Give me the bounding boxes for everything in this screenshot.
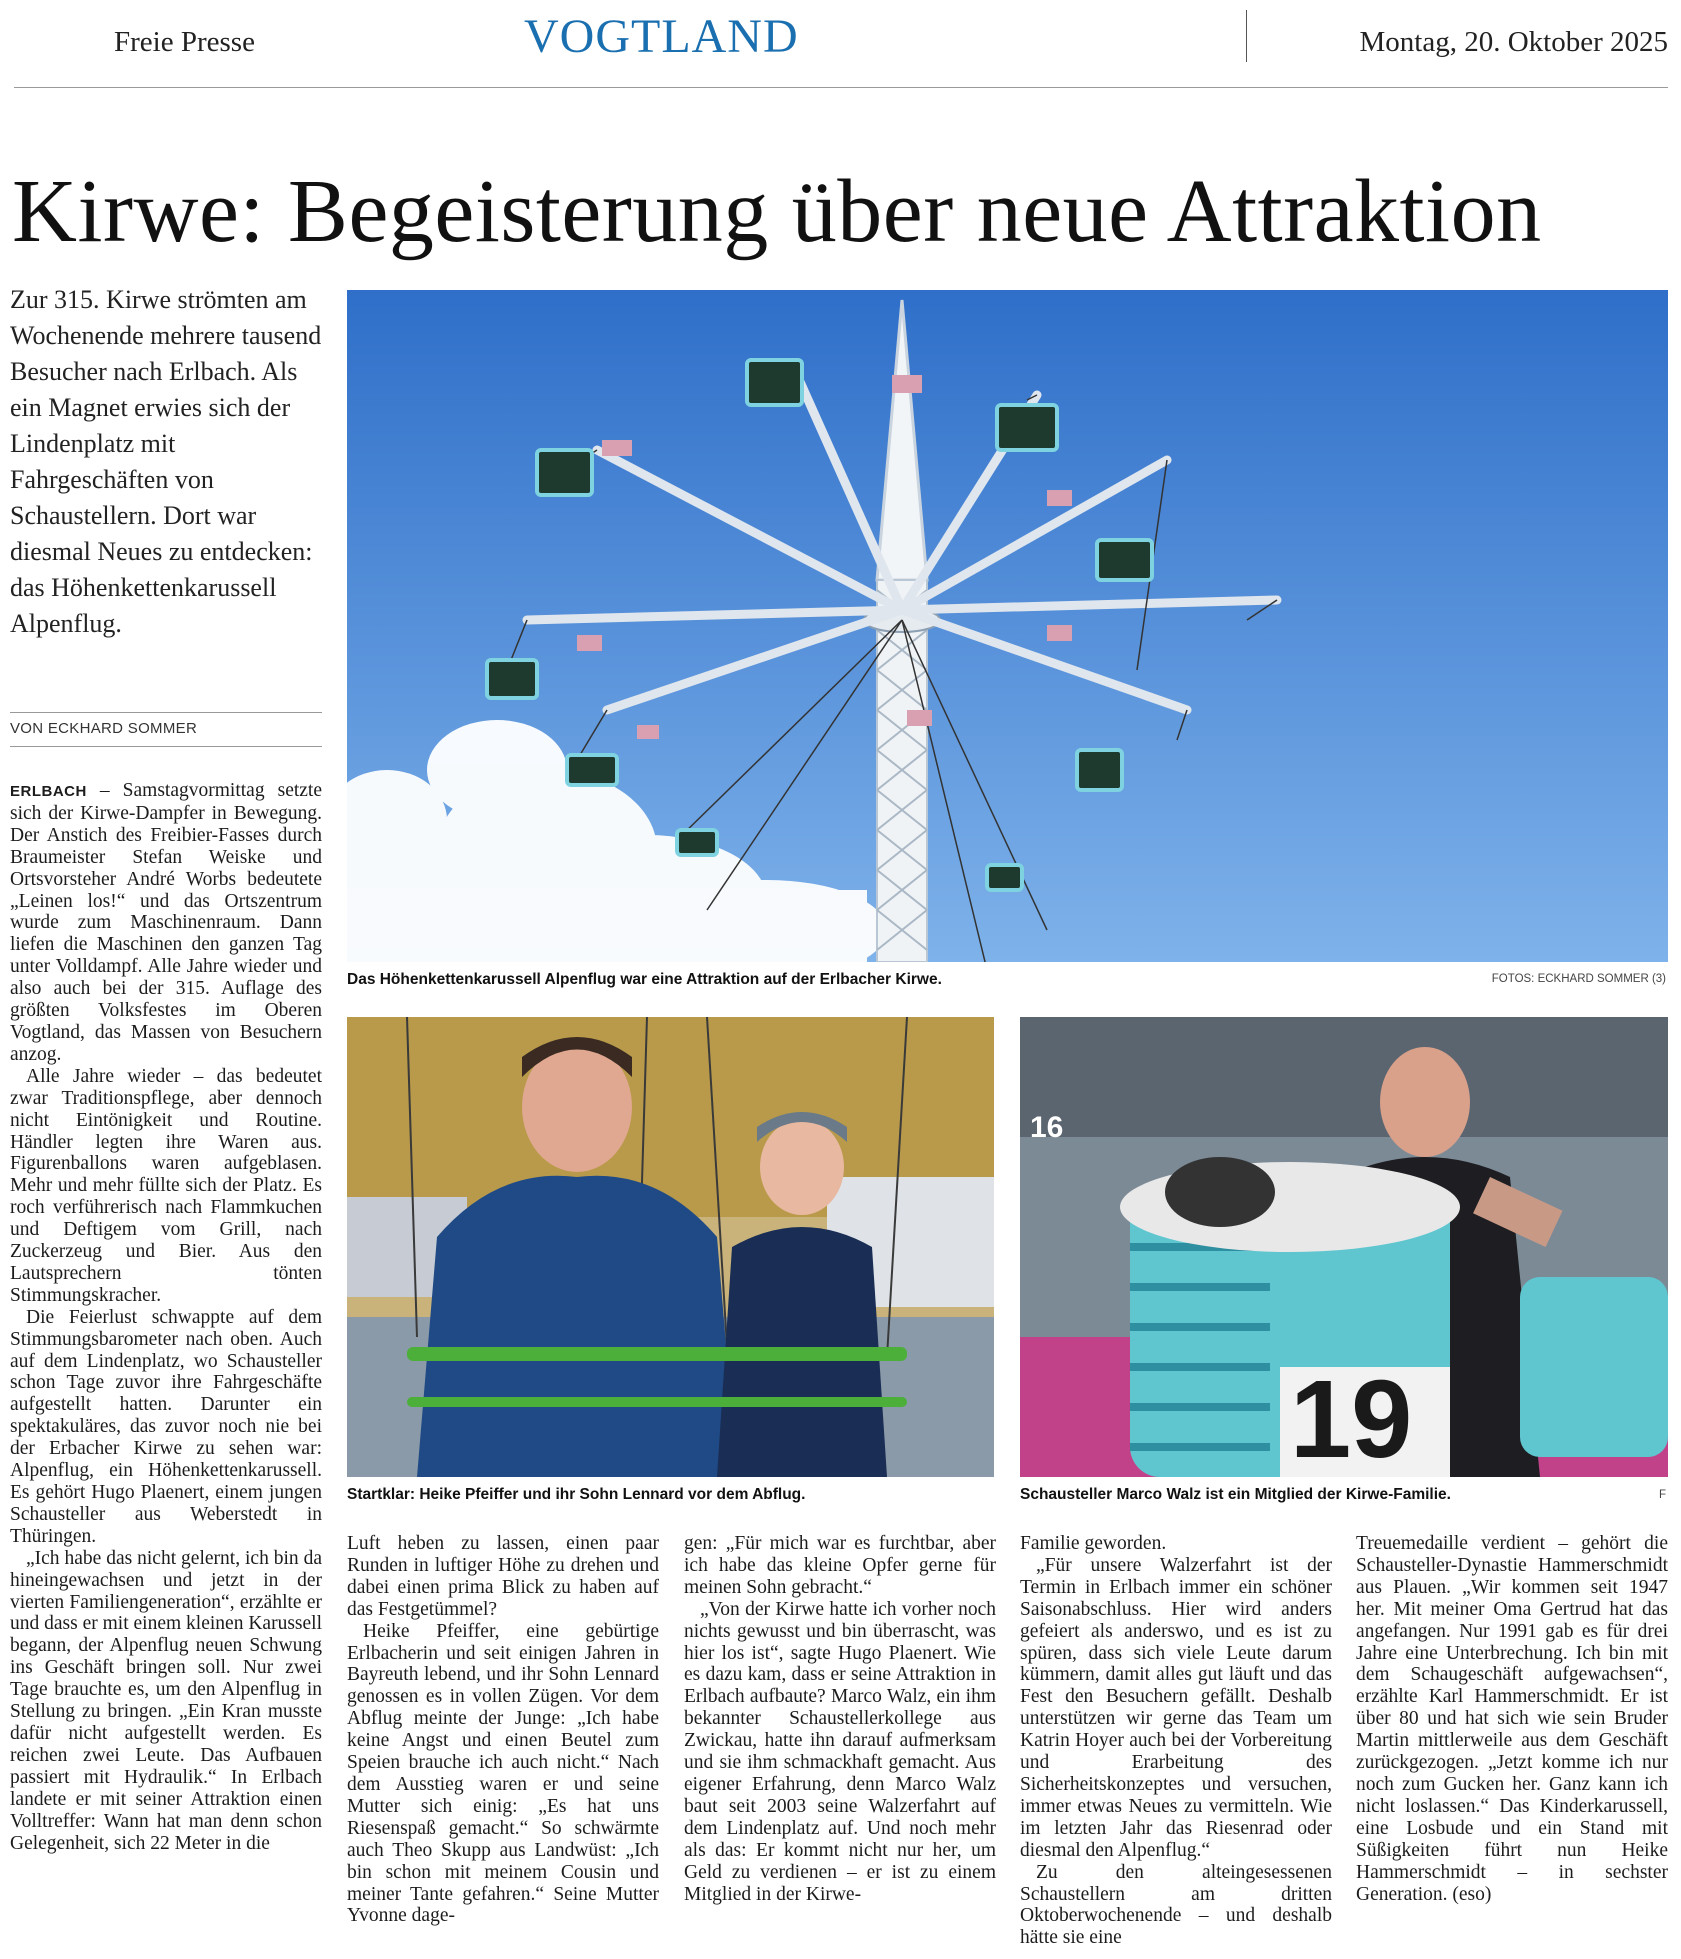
right-photo-credit: F: [1658, 1489, 1666, 1501]
article-column-5: [1356, 1533, 1668, 1905]
article-paragraph: Die Feierlust schwappte auf dem Stimmungsbarometer nach oben. Auch auf dem Lindenplatz, wo Schausteller schon Tage zuvor ihre Fahrgeschäfte aufgestellt hatten. Darunter ein spektakuläres, das zuvor noch nie bei der Erbacher Kirwe zu sehen war: Alpenflug, ein Höhenkettenkarussell. Es gehört Hugo Plaenert, einem jungen Schausteller aus Weberstedt in Thüringen.: [10, 1306, 322, 1547]
masthead-divider: [1246, 10, 1247, 62]
article-column-2: [347, 1533, 659, 1927]
teaser: Zur 315. Kirwe strömten am Wochenende mehrere tausend Besucher nach Erlbach. Als ein Magnet erwies sich der Lindenplatz mit Fahrgeschäften von Schaustellern. Dort war diesmal Neues zu entdecken: das Höhenkettenkarussell Alpenflug.: [10, 285, 322, 638]
byline-rule-bottom: [10, 746, 322, 747]
right-photo-caption: Schausteller Marco Walz ist ein Mitglied der Kirwe-Familie.: [1020, 1486, 1451, 1503]
article-paragraph: Alle Jahre wieder – das bedeutet zwar Traditionspflege, aber dennoch nicht Eintönigkeit und Routine. Händler legten ihre Waren aus. Figurenballons waren aufgeblasen. Mehr und mehr füllte sich der Platz. Es roch verführerisch nach Flammkuchen und Deftigem vom Grill, nach Zuckerzeug und Bier. Aus den Lautsprechern tönten Stimmungskracher.: [10, 1065, 322, 1306]
photo-marco-walz: [1020, 1017, 1668, 1477]
article-paragraph: Zu den alteingesessenen Schaustellern am dritten Oktoberwochenende – und deshalb hätte sie eine: [1020, 1861, 1332, 1949]
article-paragraph: Luft heben zu lassen, einen paar Runden in luftiger Höhe zu drehen und dabei einen prima Blick zu haben auf das Festgetümmel?: [347, 1533, 659, 1620]
byline-rule-top: [10, 712, 322, 713]
article-paragraph: „Ich habe das nicht gelernt, ich bin da hineingewachsen und jetzt in der vierten Familiengeneration“, erzählte er und dass er mit einem kleinen Karussell begann, der Alpenflug neuen Schwung ins Geschäft bringen soll. Nur zwei Tage brauchte es, um den Alpenflug in Stellung zu bringen. „Ein Kran musste dafür nicht aufgestellt werden. Es reichen zwei Leute. Das Aufbauen passiert mit Hydraulik.“ In Erlbach landete er mit seiner Attraktion einen Volltreffer: Wann hat man denn schon Gelegenheit, sich 22 Meter in die: [10, 1547, 322, 1854]
person-face: [1380, 1047, 1470, 1157]
main-photo-caption: Das Höhenkettenkarussell Alpenflug war eine Attraktion auf der Erlbacher Kirwe.: [347, 971, 942, 988]
masthead: [14, 0, 1668, 88]
article-paragraph: Treuemedaille verdient – gehört die Schausteller-Dynastie Hammerschmidt aus Plauen. „Wir kommen seit 1947 her. Mit meiner Oma Gertrud hat das angefangen. Nur 1991 gab es für drei Jahre eine Unterbrechung. Ich bin mit dem Schaugeschäft aufgewachsen“, erzählte Karl Hammerschmidt. Er ist über 80 und hat sich wie sein Bruder Martin mittlerweile aus dem Geschäft zurückgezogen. „Jetzt komme ich nur noch zum Gucken her. Ganz kann ich nicht loslassen.“ Das Kinderkarussell, eine Losbude und ein Stand mit Süßigkeiten führt nun Heike Hammerschmidt – in sechster Generation. (eso): [1356, 1533, 1668, 1905]
article-paragraph: „Für unsere Walzerfahrt ist der Termin in Erlbach immer ein schöner Saisonabschluss. Hier wird anders gefeiert als anderswo, und es ist zu spüren, dass sich viele Leute darum kümmern, damit alles gut läuft und das Fest den Besuchern gefällt. Deshalb unterstützen wir gerne das Team um Katrin Hoyer auch bei der Vorbereitung und Erarbeitung des Sicherheitskonzeptes und versuchen, immer etwas Neues zu vermitteln. Wie im letzten Jahr das Riesenrad oder diesmal den Alpenflug.“: [1020, 1554, 1332, 1861]
swing-ride-illustration: [347, 290, 1668, 962]
publication-name: Freie Presse: [114, 26, 255, 58]
article-paragraph: Heike Pfeiffer, eine gebürtige Erlbacherin und seit einigen Jahren in Bayreuth lebend, und ihr Sohn Lennard genossen es in vollen Zügen. Vor dem Abflug meinte der Junge: „Ich habe keine Angst und einen Beutel zum Speien brauche ich auch nicht.“ Nach dem Ausstieg waren er und seine Mutter sich einig: „Es hat uns Riesenspaß gemacht.“ So schwärmte auch Theo Skupp aus Landwüst: „Ich bin schon mit meinem Cousin und meiner Tante gefahren.“ Seine Mutter Yvonne dage-: [347, 1620, 659, 1927]
ride-car-number: 16: [1030, 1111, 1064, 1144]
left-photo-caption: Startklar: Heike Pfeiffer und ihr Sohn Lennard vor dem Abflug.: [347, 1486, 806, 1503]
section-title: VOGTLAND: [524, 10, 799, 63]
headline: Kirwe: Begeisterung über neue Attraktion: [12, 162, 1542, 261]
article-column-1: [10, 780, 322, 1854]
article-column-4: [1020, 1533, 1332, 1949]
article-paragraph: „Von der Kirwe hatte ich vorher noch nichts gewusst und bin überrascht, was hier los ist“, sagte Hugo Plaenert. Wie es dazu kam, dass er seine Attraktion in Erlbach aufbaute? Marco Walz, ein ihm bekannter Schaustellerkollege aus Zwickau, hatte ihn darauf aufmerksam und sie ihm schmackhaft gemacht. Aus eigener Erfahrung, denn Marco Walz baut seit 2003 seine Walzerfahrt auf dem Lindenplatz auf. Und noch mehr als das: Er kommt nicht nur her, um Geld zu verdienen – er ist zu einem Mitglied in der Kirwe-: [684, 1598, 996, 1905]
photo-credit: FOTOS: ECKHARD SOMMER (3): [1491, 973, 1666, 985]
article-paragraph: gen: „Für mich war es furchtbar, aber ich habe das kleine Opfer gerne für meinen Sohn gebracht.“: [684, 1533, 996, 1598]
person-jacket: [417, 1176, 737, 1477]
article-column-3: [684, 1533, 996, 1905]
byline: VON ECKHARD SOMMER: [10, 720, 198, 737]
ride-number: 19: [1290, 1358, 1413, 1477]
dateline: ERLBACH: [10, 783, 87, 800]
article-paragraph: ERLBACH – Samstagvormittag setzte sich der Kirwe-Dampfer in Bewegung. Der Anstich des Freibier-Fasses durch Braumeister Stefan Weiske und Ortsvorsteher André Worbs bedeutete „Leinen los!“ und das Ortszentrum wurde zum Maschinenraum. Dann liefen die Maschinen den ganzen Tag unter Volldampf. Alle Jahre wieder und also auch bei der 315. Auflage des größten Volksfestes im Oberen Vogtland, das Massen von Besuchern anzog.: [10, 780, 322, 1065]
photo-heike-lennard: [347, 1017, 994, 1477]
main-photo-carousel: [347, 290, 1668, 962]
issue-date: Montag, 20. Oktober 2025: [1359, 26, 1668, 58]
article-paragraph: Familie geworden.: [1020, 1533, 1167, 1554]
